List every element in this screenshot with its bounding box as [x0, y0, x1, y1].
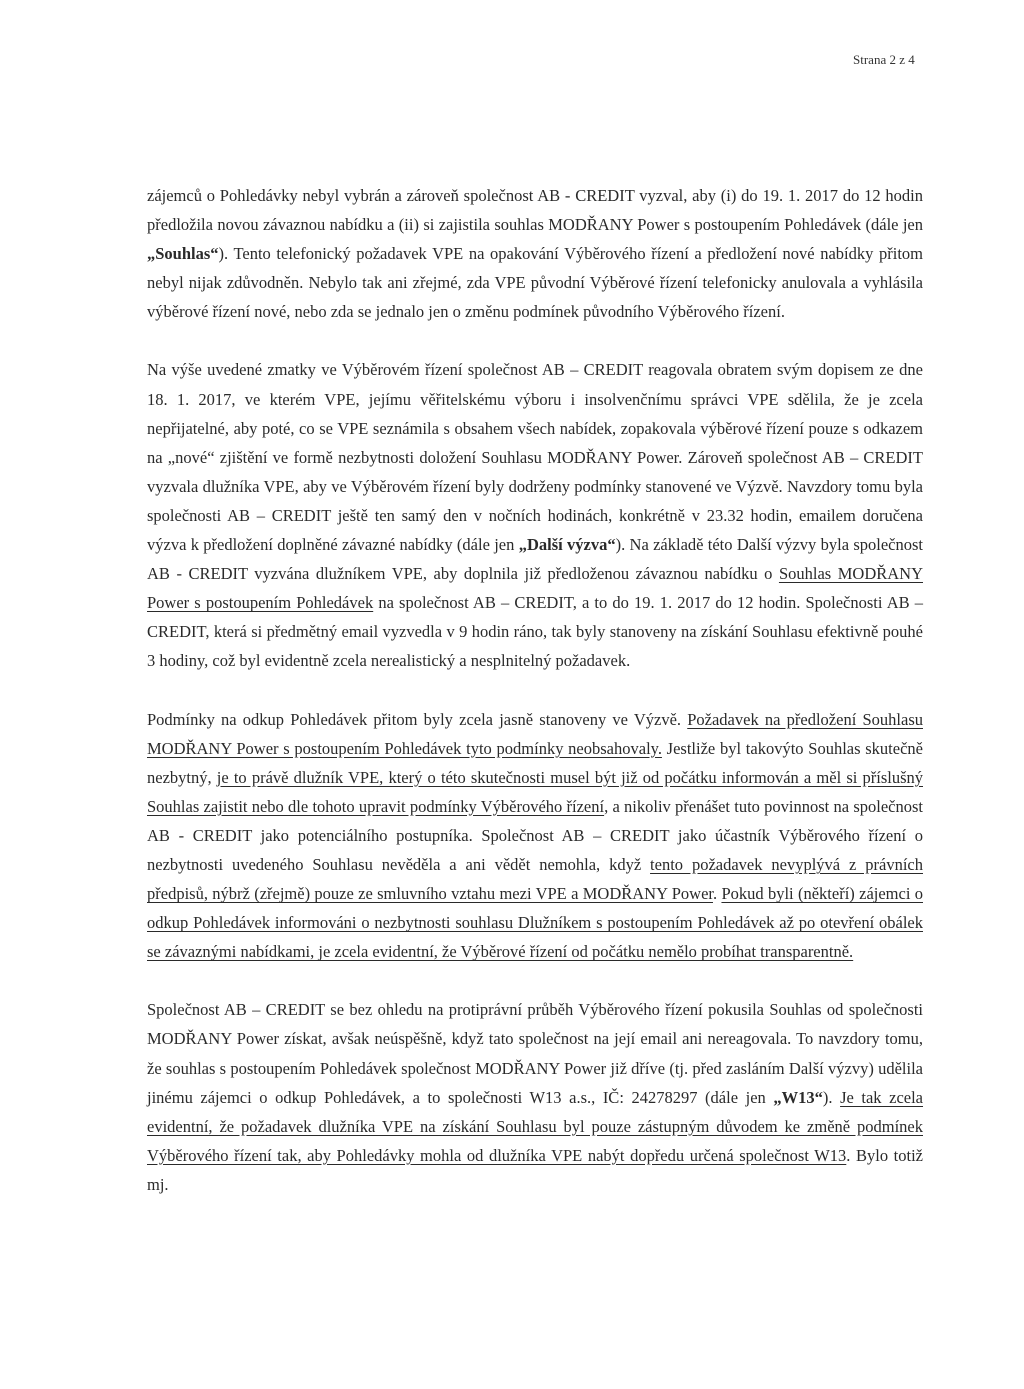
text-segment: Společnost AB – CREDIT se bez ohledu na protiprávní průběh Výběrového řízení pokusila Souhlas od společnosti MODŘANY Power získat, avšak neúspěšně, když tato společnost na její email ani nereagovala. To navzdory tomu, že souhlas s postoupením Pohledávek společnost MODŘANY Power již dříve (tj. před zasláním Další výzvy) udělila jinému zájemci o odkup Pohledávek, a to společnosti W13 a.s., IČ: 24278297 (dále jen — [147, 1000, 923, 1107]
defined-term-dalsi-vyzva: „Další výzva“ — [518, 535, 616, 555]
text-segment: na společnost AB – CREDIT, a to do 19. 1. 2017 do 12 hodin. Společnosti AB – CREDIT, která si předmětný email vyzvedla v 9 hodin ráno, tak byly stanoveny na získání Souhlasu efektivně pouhé 3 hodiny, což byl evidentně zcela nerealistický a nesplnitelný požadavek. — [147, 593, 923, 671]
defined-term-w13: „W13“ — [773, 1087, 823, 1107]
text-segment: ). — [822, 1087, 841, 1107]
underlined-text: tento požadavek nevyplývá z právních předpisů, nýbrž (zřejmě) pouze ze smluvního vztahu mezi VPE a MODŘANY Power — [147, 854, 923, 904]
paragraph-4 — [147, 995, 923, 1199]
text-segment: Na výše uvedené zmatky ve Výběrovém řízení společnost AB – CREDIT reagovala obratem svým dopisem ze dne 18. 1. 2017, ve kterém VPE, jejímu věřitelskému výboru i insolvenčnímu správci VPE sdělila, že je zcela nepřijatelné, aby poté, co se VPE seznámila s obsahem všech nabídek, zopakovala výběrové řízení pouze s odkazem na „nové“ zjištění ve formě nezbytnosti doložení Souhlasu MODŘANY Power. Zároveň společnost AB – CREDIT vyzvala dlužníka VPE, aby ve Výběrovém řízení byly dodrženy podmínky stanovené ve Výzvě. Navzdory tomu byla společnosti AB – CREDIT ještě ten samý den v nočních hodinách, konkrétně v 23.32 hodin, emailem doručena výzva k předložení doplněné závazné nabídky (dále jen — [147, 360, 923, 555]
paragraph-3 — [147, 705, 923, 967]
underlined-text: Pokud byli (někteří) zájemci o odkup Pohledávek informováni o nezbytnosti souhlasu Dlužníkem s postoupením Pohledávek až po otevření obálek se závaznými nabídkami, je zcela evidentní, že Výběrové řízení od počátku nemělo probíhat transparentně. — [147, 884, 923, 962]
text-segment: Jestliže byl takovýto Souhlas skutečně nezbytný, — [147, 738, 923, 787]
text-segment: , a nikoliv přenášet tuto povinnost na společnost AB - CREDIT jako potenciálního postupníka. Společnost AB – CREDIT jako účastník Výběrového řízení o nezbytnosti uvedeného Souhlasu nevěděla a ani vědět nemohla, když — [147, 796, 923, 874]
defined-term-souhlas: „Souhlas“ — [147, 244, 219, 264]
text-segment: Podmínky na odkup Pohledávek přitom byly zcela jasně stanoveny ve Výzvě. — [147, 709, 688, 729]
underlined-text: Požadavek na předložení Souhlasu MODŘANY Power s postoupením Pohledávek tyto podmínky neobsahovaly. — [147, 709, 923, 758]
underlined-text: Souhlas MODŘANY Power s postoupením Pohledávek — [147, 564, 923, 613]
text-segment: . Bylo totiž mj. — [147, 1145, 924, 1194]
text-segment: . — [712, 884, 722, 904]
paragraph-2 — [147, 355, 923, 675]
text-segment: ). Tento telefonický požadavek VPE na opakování Výběrového řízení a předložení nové nabídky přitom nebyl nijak zdůvodněn. Nebylo tak ani zřejmé, zda VPE původní Výběrové řízení telefonicky anulovala a vyhlásila výběrové řízení nové, nebo zda se jednalo jen o změnu podmínek původního Výběrového řízení. — [147, 244, 923, 322]
document-body — [147, 181, 923, 1199]
text-segment: zájemců o Pohledávky nebyl vybrán a zároveň společnost AB - CREDIT vyzval, aby (i) do 19. 1. 2017 do 12 hodin předložila novou závaznou nabídku a (ii) si zajistila souhlas MODŘANY Power s postoupením Pohledávek (dále jen — [147, 186, 923, 235]
text-segment: ). Na základě této Další výzvy byla společnost AB - CREDIT vyzvána dlužníkem VPE, aby doplnila již předloženou závaznou nabídku o — [147, 535, 923, 584]
underlined-text: Je tak zcela evidentní, že požadavek dlužníka VPE na získání Souhlasu byl pouze zástupným důvodem ke změně podmínek Výběrového řízení tak, aby Pohledávky mohla od dlužníka VPE nabýt dopředu určená společnost W13 — [147, 1087, 924, 1165]
paragraph-1 — [147, 181, 923, 326]
page-number: Strana 2 z 4 — [853, 52, 915, 67]
underlined-text: je to právě dlužník VPE, který o této skutečnosti musel být již od počátku informován a měl si příslušný Souhlas zajistit nebo dle tohoto upravit podmínky Výběrového řízení — [147, 767, 923, 816]
